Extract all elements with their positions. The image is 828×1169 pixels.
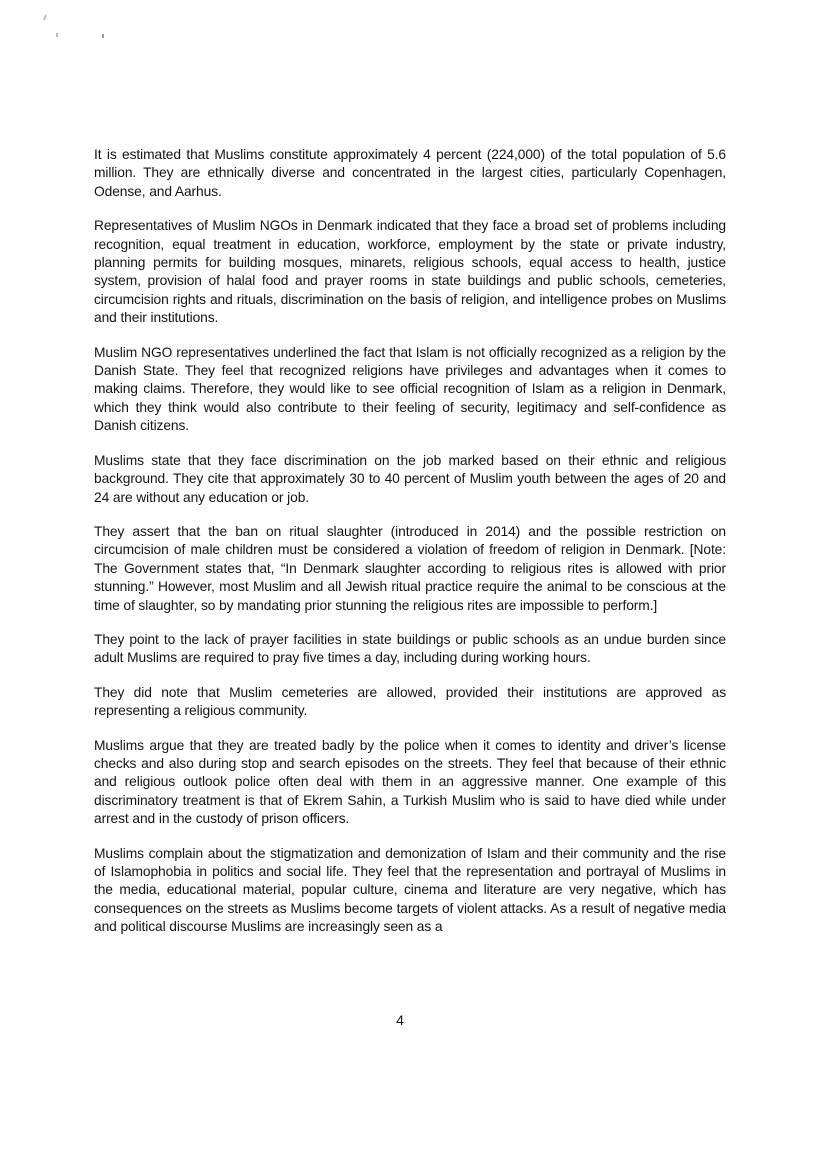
paragraph-cemeteries: They did note that Muslim cemeteries are allowed, provided their institutions are approved as representing a religious community. (94, 684, 726, 719)
paragraph-ngo-problems: Representatives of Muslim NGOs in Denmark indicated that they face a broad set of problems including recognition, equal treatment in education, workforce, employment by the state or private industry, planning permits for building mosques, minarets, religious schools, equal access to health, justice system, provision of halal food and prayer rooms in state buildings and public schools, cemeteries, circumcision rights and rituals, discrimination on the basis of religion, and intelligence probes on Muslims and their institutions. (94, 218, 726, 326)
paragraph-recognition-of-islam: Muslim NGO representatives underlined the fact that Islam is not officially recognized as a religion by the Danish State. They feel that recognized religions have privileges and advantages when it comes to making claims. Therefore, they would like to see official recognition of Islam as a religion in Denmark, which they think would also contribute to their feeling of security, legitimacy and self-confidence as Danish citizens. (94, 344, 726, 434)
page-number: 4 (396, 1012, 404, 1028)
paragraph-job-discrimination: Muslims state that they face discrimination on the job marked based on their ethnic and religious background. They cite that approximately 30 to 40 percent of Muslim youth between the ages of 20 and 24 are without any education or job. (94, 452, 726, 505)
paragraph-police-treatment: Muslims argue that they are treated badly by the police when it comes to identity and driver’s license checks and also during stop and search episodes on the streets. They feel that because of their ethnic and religious outlook police often deal with them in an aggressive manner. One example of this discriminatory treatment is that of Ekrem Sahin, a Turkish Muslim who is said to have died while under arrest and in the custody of prison officers. (94, 737, 726, 827)
document-body (94, 146, 726, 953)
paragraph-prayer-facilities: They point to the lack of prayer facilities in state buildings or public schools as an undue burden since adult Muslims are required to pray five times a day, including during working hours. (94, 631, 726, 666)
scan-artifact-mark (102, 34, 104, 38)
scan-artifact-mark (43, 15, 47, 20)
scan-artifact-mark (56, 33, 58, 37)
paragraph-muslim-population: It is estimated that Muslims constitute approximately 4 percent (224,000) of the total population of 5.6 million. They are ethnically diverse and concentrated in the largest cities, particularly Copenhagen, Odense, and Aarhus. (94, 147, 726, 199)
paragraph-ritual-slaughter: They assert that the ban on ritual slaughter (introduced in 2014) and the possible restriction on circumcision of male children must be considered a violation of freedom of religion in Denmark. [Note: The Government states that, “In Denmark slaughter according to religious rites is allowed with prior stunning.” However, most Muslim and all Jewish ritual practice require the animal to be conscious at the time of slaughter, so by mandating prior stunning the religious rites are impossible to perform.] (94, 523, 726, 613)
paragraph-islamophobia: Muslims complain about the stigmatization and demonization of Islam and their community and the rise of Islamophobia in politics and social life. They feel that the representation and portrayal of Muslims in the media, educational material, popular culture, cinema and literature are very negative, which has consequences on the streets as Muslims become targets of violent attacks. As a result of negative media and political discourse Muslims are increasingly seen as a (94, 845, 726, 935)
